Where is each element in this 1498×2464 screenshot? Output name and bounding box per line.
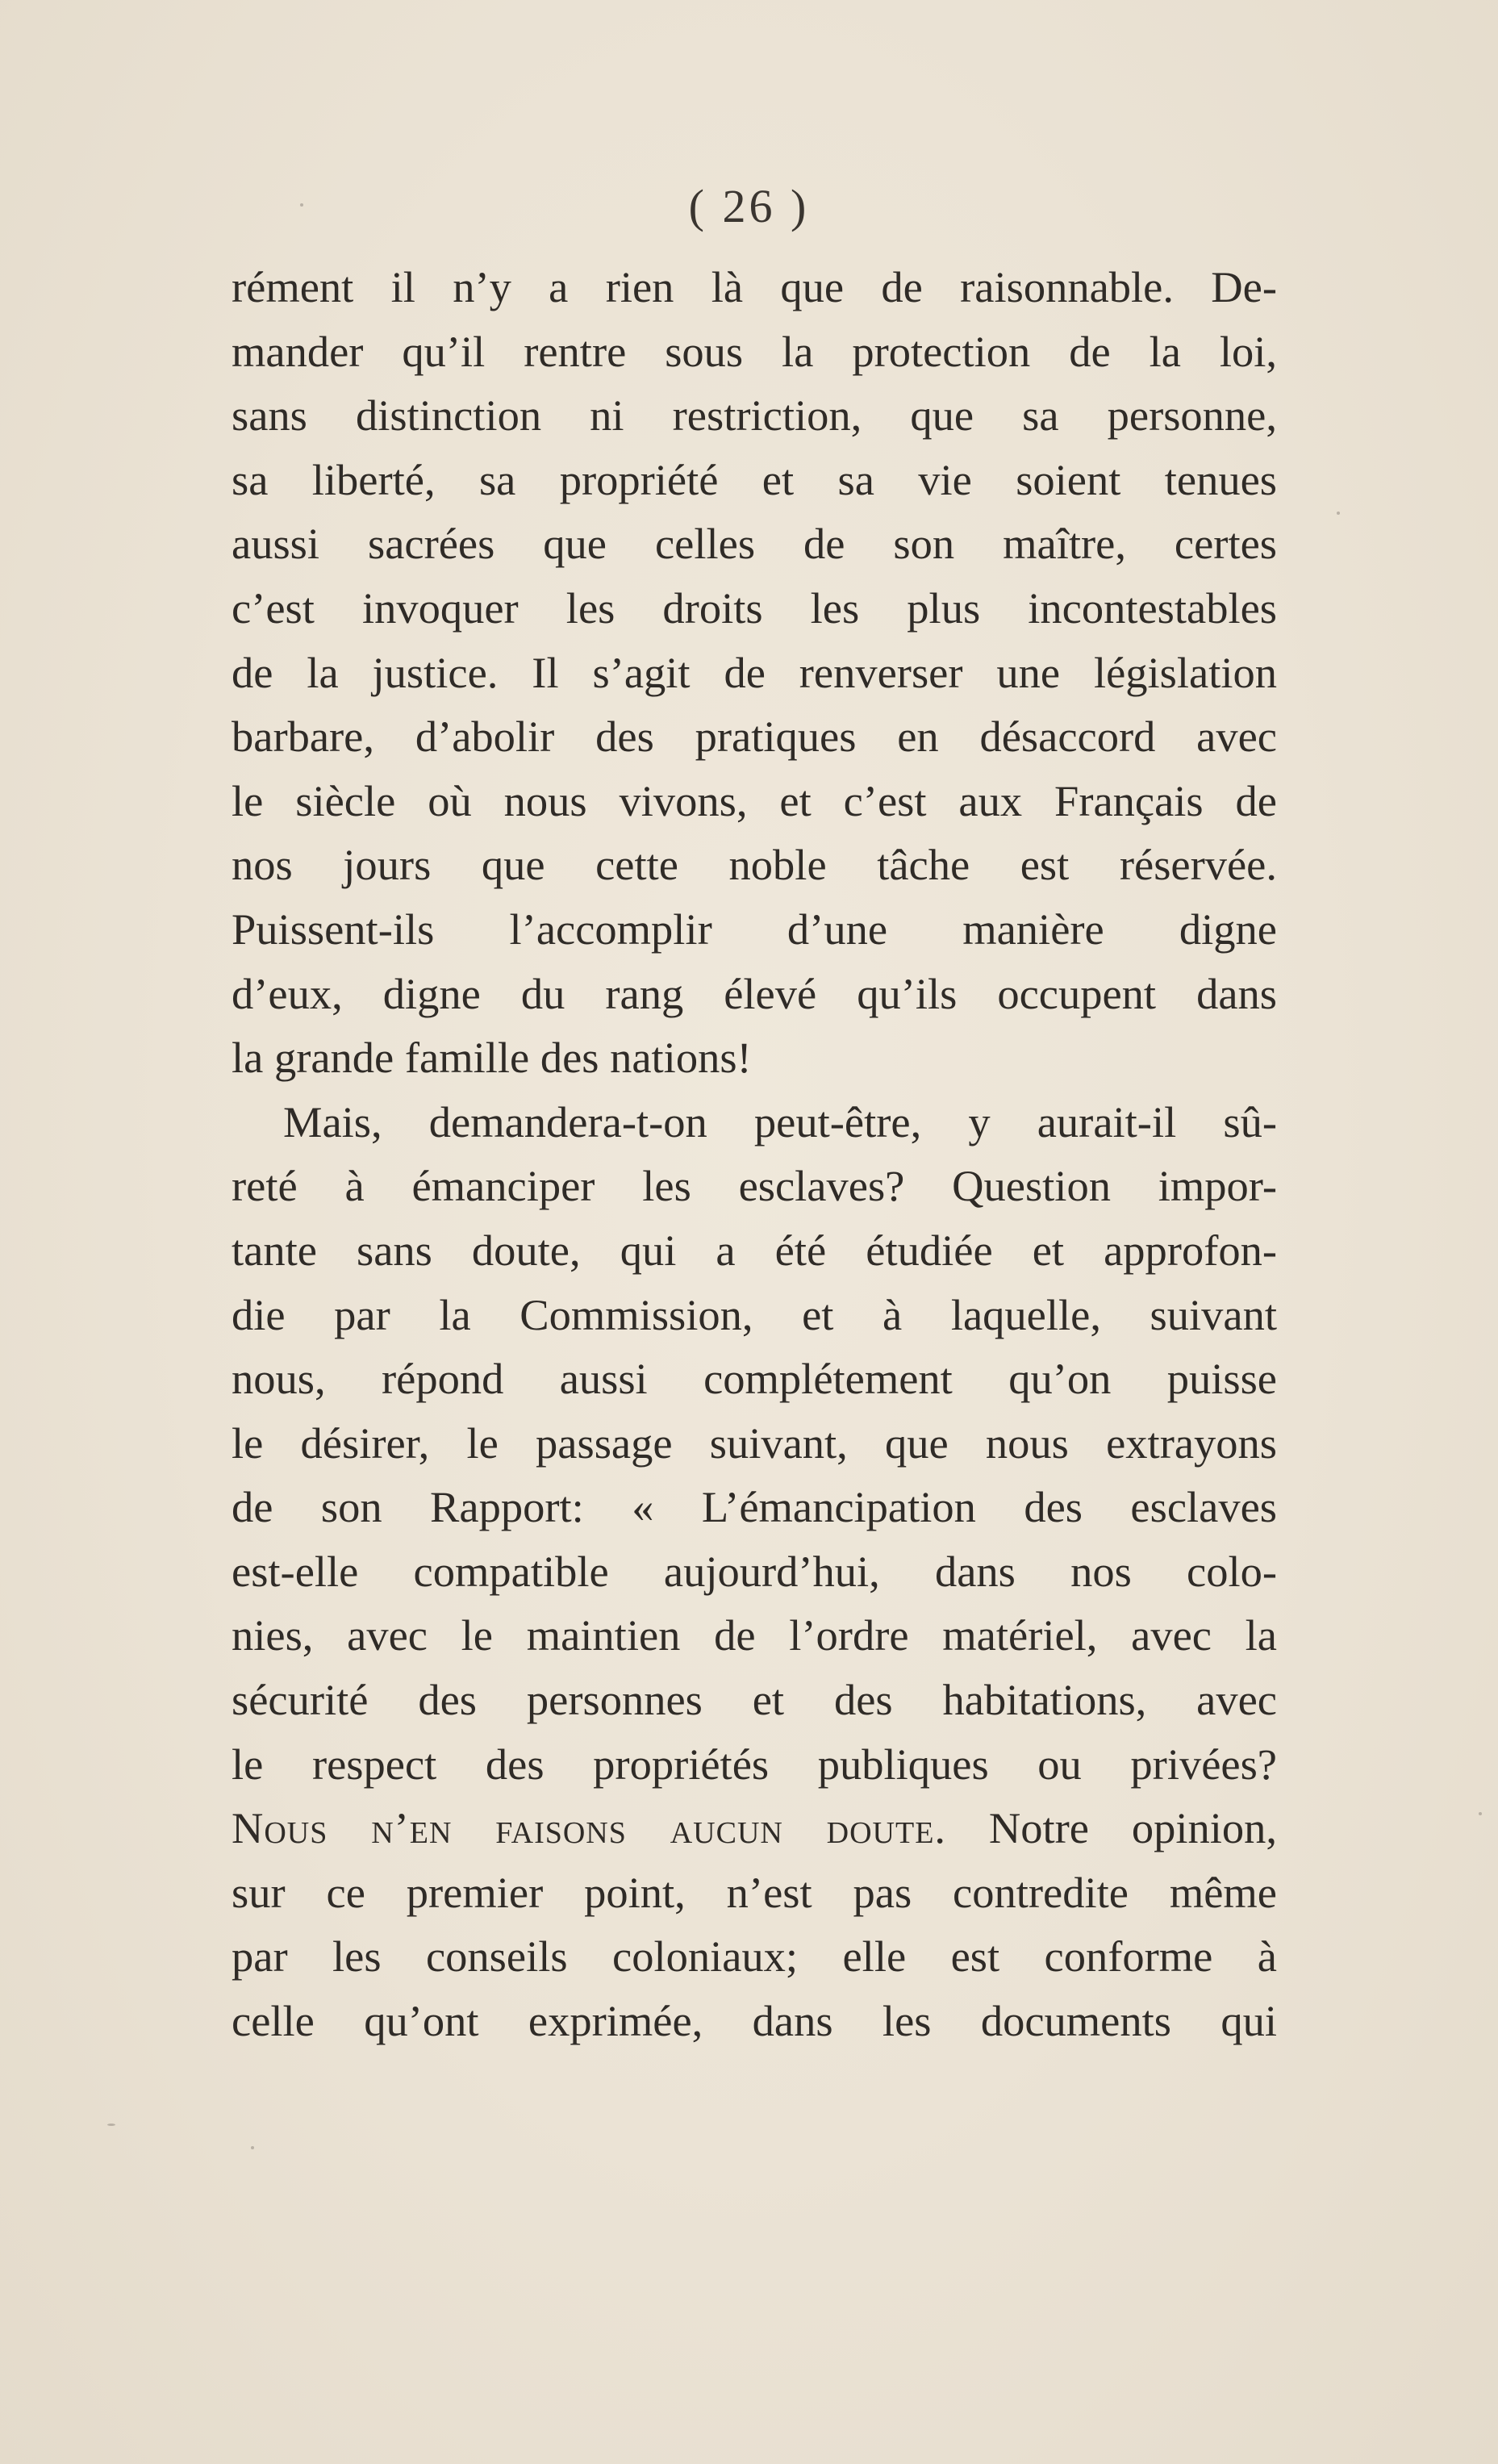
text-line: d’eux, digne du rang élevé qu’ils occupent dans xyxy=(232,968,1277,1018)
page-number: ( 26 ) xyxy=(688,180,810,232)
text-fragment: Notre opinion, xyxy=(946,1803,1277,1853)
text-line: le siècle où nous vivons, et c’est aux Français de xyxy=(232,775,1277,825)
paper-speck xyxy=(300,203,303,207)
text-line: celle qu’ont exprimée, dans les documents qui xyxy=(232,1996,1277,2046)
text-line: nies, avec le maintien de l’ordre matériel, avec la xyxy=(232,1610,1277,1660)
text-line: de la justice. Il s’agit de renverser une législation xyxy=(232,647,1277,697)
smallcaps-phrase: Nous n’en faisons aucun doute. xyxy=(232,1803,947,1853)
text-line: barbare, d’abolir des pratiques en désaccord avec xyxy=(232,712,1277,762)
body-text xyxy=(232,255,1277,2053)
paragraph-start-line: Mais, demandera-t-on peut-être, y aurait-il sû- xyxy=(283,1096,1277,1146)
text-line: reté à émanciper les esclaves? Question impor- xyxy=(232,1161,1277,1211)
text-line: c’est invoquer les droits les plus incontestables xyxy=(232,583,1277,633)
text-line: par les conseils coloniaux; elle est conforme à xyxy=(232,1932,1277,1982)
text-line: le respect des propriétés publiques ou privées? xyxy=(232,1739,1277,1789)
text-line: la grande famille des nations! xyxy=(232,1033,752,1083)
text-line: le désirer, le passage suivant, que nous extrayons xyxy=(232,1418,1277,1468)
text-line: nous, répond aussi complétement qu’on puisse xyxy=(232,1354,1277,1404)
text-line: rément il n’y a rien là que de raisonnable. De- xyxy=(232,262,1277,311)
text-line: de son Rapport: « L’émancipation des esclaves xyxy=(232,1482,1277,1532)
text-line: tante sans doute, qui a été étudiée et approfon- xyxy=(232,1225,1277,1275)
text-line: Puissent-ils l’accomplir d’une manière digne xyxy=(232,904,1277,954)
text-line: sans distinction ni restriction, que sa personne, xyxy=(232,390,1277,441)
text-line-mixed xyxy=(232,1796,1277,1861)
text-line: sécurité des personnes et des habitations, avec xyxy=(232,1675,1277,1725)
paper-speck xyxy=(251,2146,254,2149)
paper-speck xyxy=(1479,1812,1482,1815)
text-line: die par la Commission, et à laquelle, suivant xyxy=(232,1289,1277,1339)
text-line: est-elle compatible aujourd’hui, dans nos colo- xyxy=(232,1546,1277,1596)
text-line: sur ce premier point, n’est pas contredite même xyxy=(232,1867,1277,1917)
text-line: sa liberté, sa propriété et sa vie soient tenues xyxy=(232,454,1277,504)
text-line: aussi sacrées que celles de son maître, certes xyxy=(232,519,1277,569)
text-line: mander qu’il rentre sous la protection de la loi, xyxy=(232,326,1277,376)
paper-speck xyxy=(107,2124,115,2126)
text-line: nos jours que cette noble tâche est réservée. xyxy=(232,840,1277,890)
paper-speck xyxy=(1337,512,1340,515)
